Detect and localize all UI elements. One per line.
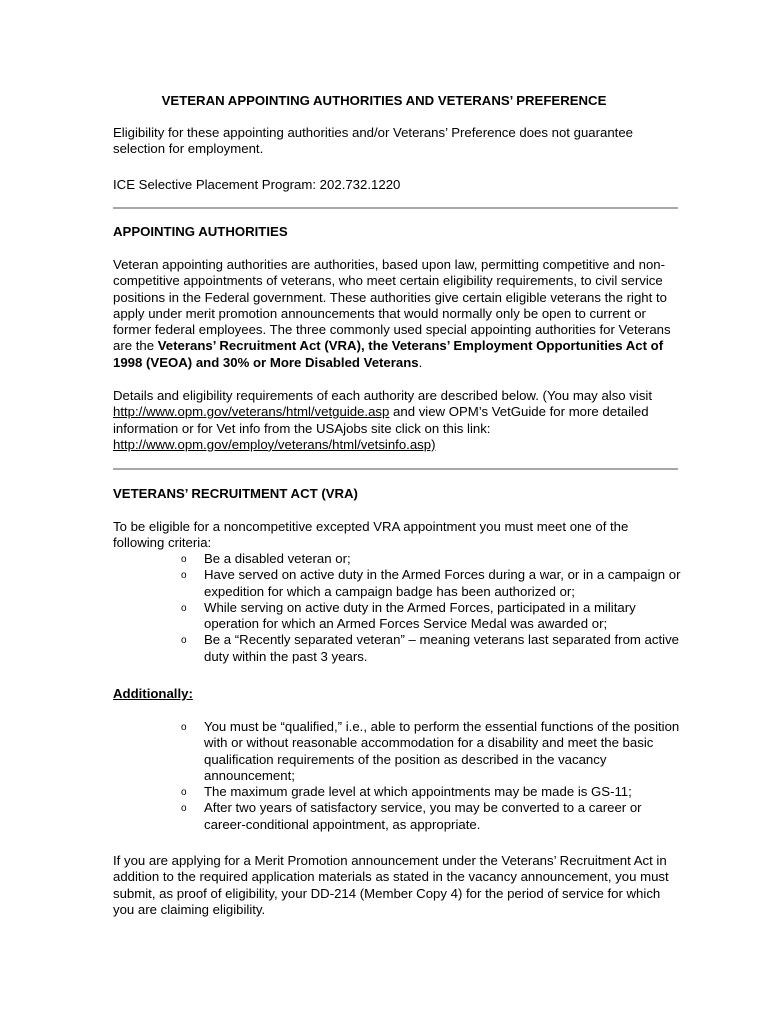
appointing-authorities-names: Veterans’ Recruitment Act (VRA), the Veterans’ Employment Opportunities Act of 1998 (VEOA) and 30% or More Disabled Veterans (113, 338, 664, 370)
vetguide-link[interactable]: http://www.opm.gov/veterans/html/vetguide.asp (113, 404, 390, 420)
document-title: VETERAN APPOINTING AUTHORITIES AND VETERANS’ PREFERENCE (161, 93, 607, 108)
appointing-para-1 (113, 257, 683, 371)
bullet-marker: o (181, 722, 187, 733)
bullet-marker: o (181, 570, 187, 582)
details-paragraph (113, 388, 683, 453)
bullet-marker: o (181, 602, 187, 614)
list-item-text: After two years of satisfactory service, you may be converted to a career or career-conditional appointment, as appropriate. (204, 800, 642, 832)
list-item-text: While serving on active duty in the Armed Forces, participated in a military operation for which an Armed Forces Service Medal was awarded or; (204, 599, 636, 632)
divider-1 (113, 207, 678, 209)
list-item-text: You must be “qualified,” i.e., able to perform the essential functions of the position with or without reasonable accommodation for a disability and meet the basic qualification requirements of the position as described in the vacancy announcement; (204, 719, 680, 783)
list-item (181, 800, 684, 833)
intro-text: Eligibility for these appointing authorities and/or Veterans’ Preference does not guarantee selection for employment. (113, 125, 634, 157)
details-text-a: Details and eligibility requirements of each authority are described below. (You may also visit (113, 388, 653, 403)
vra-heading: VETERANS’ RECRUITMENT ACT (VRA) (113, 486, 358, 501)
contact-line (113, 177, 683, 193)
additional-list (181, 719, 684, 833)
criteria-list (181, 551, 684, 665)
list-item-text: Be a disabled veteran or; (204, 551, 351, 566)
details-para (113, 388, 683, 453)
list-item (181, 632, 684, 665)
details-text-b: and view OPM’s VetGuide for more detailed information or for Vet info from the USAjobs site click on this link: (113, 404, 649, 436)
appointing-para-1-text: Veteran appointing authorities are authorities, based upon law, permitting competitive and non-competitive appointments of veterans, who meet certain eligibility requirements, to civil service positions in the Federal government. These authorities give certain eligible veterans the right to apply under merit promotion announcements that would normally only be open to current or former federal employees. The three commonly used special appointing authorities for Veterans are the (113, 257, 671, 354)
bullet-marker: o (181, 554, 187, 565)
criteria-intro-text: To be eligible for a noncompetitive excepted VRA appointment you must meet one of the following criteria: (113, 519, 629, 551)
merit-para-text: If you are applying for a Merit Promotion announcement under the Veterans’ Recruitment Act in addition to the required application materials as stated in the vacancy announcement, you must submit, as proof of eligibility, your DD-214 (Member Copy 4) for the period of service for which you are claiming eligibility. (113, 853, 669, 917)
list-item (181, 599, 684, 633)
additionally-heading: Additionally: (113, 686, 193, 701)
bullet-marker: o (181, 803, 187, 815)
appointing-para-1-end: . (418, 354, 423, 370)
intro-paragraph (113, 125, 683, 158)
vetsinfo-link[interactable]: http://www.opm.gov/employ/veterans/html/vetsinfo.asp) (113, 436, 436, 452)
list-item (181, 719, 684, 784)
list-item-text: Be a “Recently separated veteran” – meaning veterans last separated from active duty within the past 3 years. (204, 632, 680, 664)
vra-criteria-intro (113, 519, 683, 552)
divider-2 (113, 468, 678, 470)
additionally-label (113, 686, 683, 702)
list-item (181, 784, 684, 800)
contact-text: ICE Selective Placement Program: 202.732.1220 (113, 177, 401, 192)
list-item (181, 567, 684, 600)
list-item-text: Have served on active duty in the Armed Forces during a war, or in a campaign or expedition for which a campaign badge has been authorized or; (204, 567, 681, 599)
appointing-heading: APPOINTING AUTHORITIES (113, 224, 288, 239)
list-item-text: The maximum grade level at which appointments may be made is GS-11; (204, 784, 632, 800)
merit-promotion-paragraph (113, 853, 683, 918)
bullet-marker: o (181, 635, 187, 647)
appointing-paragraph (113, 257, 683, 371)
list-item (181, 551, 684, 567)
bullet-marker: o (181, 787, 187, 799)
